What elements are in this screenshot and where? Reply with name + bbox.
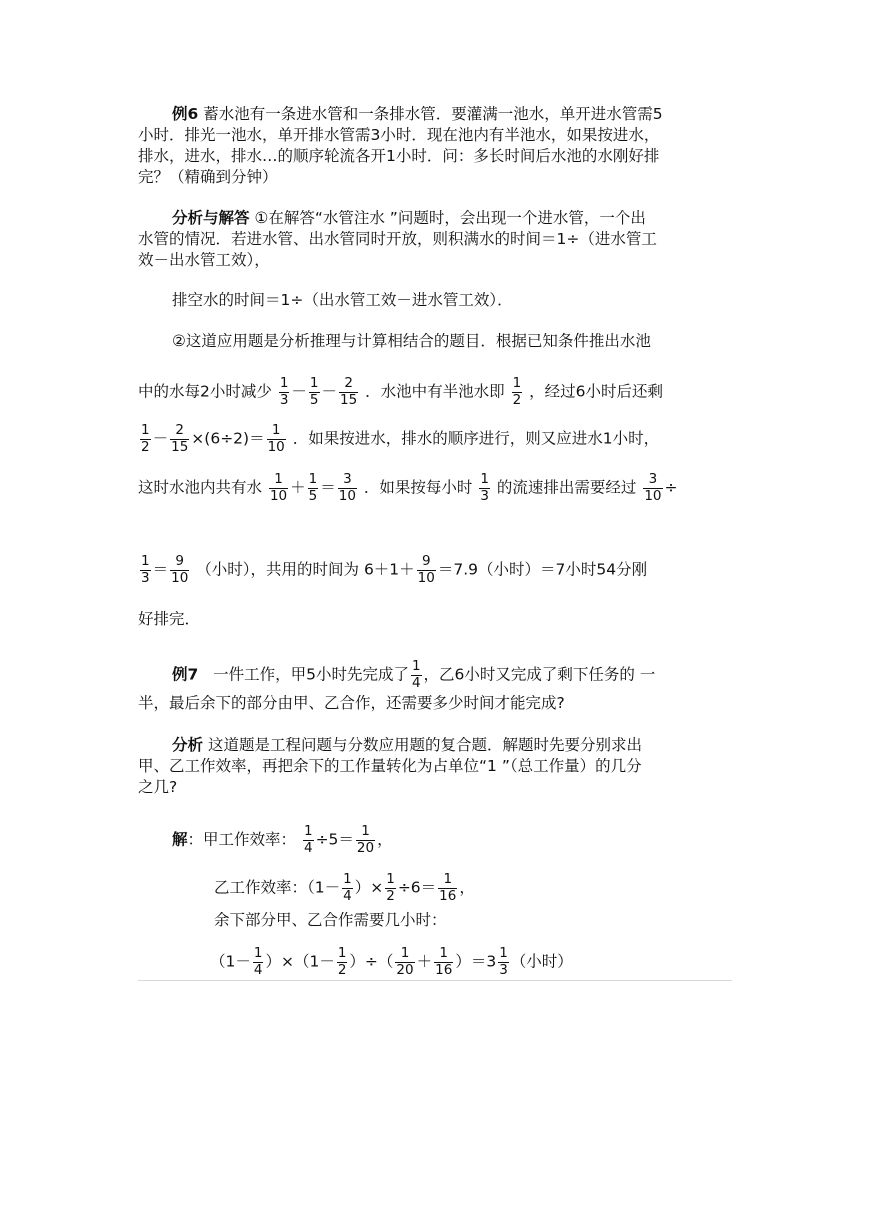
analysis6-line-2: 水管的情况．若进水管、出水管同时开放，则积满水的时间＝1÷（进水管工 (138, 230, 657, 248)
analysis6-line-5: ②这道应用题是分析推理与计算相结合的题目．根据已知条件推出水池 (172, 332, 651, 350)
example7-text: ，乙6小时又完成了剩下任务的 一 (423, 665, 656, 684)
analysis6-label: 分析与解答 (172, 209, 250, 227)
math-text: （小时），共用的时间为 (196, 560, 359, 579)
example7-line-1 (172, 660, 655, 690)
solution-text: ）×（1－ (265, 952, 335, 971)
fraction: $\frac{1}{4}$ (411, 658, 421, 691)
solution-text: ， (459, 878, 475, 897)
math-text: 这时水池内共有水 (138, 478, 263, 497)
analysis6-line-4: 排空水的时间＝1÷（出水管工效－进水管工效）． (172, 291, 513, 309)
example6-line-1 (172, 104, 663, 124)
fraction: $\frac{1}{20}$ (396, 945, 414, 978)
solution-text: ：甲工作效率： (187, 830, 297, 849)
fraction: $\frac{1}{5}$ (309, 375, 319, 408)
analysis7-text: 这道题是工程问题与分数应用题的复合题．解题时先要分别求出 (207, 736, 642, 754)
fraction: $\frac{1}{10}$ (267, 422, 285, 455)
fraction: $\frac{1}{20}$ (356, 823, 375, 856)
example6-line-3: 排水，进水，排水…的顺序轮流各开1小时．问：多长时间后水池的水刚好排 (138, 147, 660, 165)
analysis7-line-3: 之几? (138, 778, 178, 796)
math-text: ×(6÷2)＝ (191, 429, 265, 448)
solution-text: ＋ (416, 952, 433, 971)
fraction: $\frac{9}{10}$ (171, 553, 189, 586)
fraction: $\frac{1}{3}$ (279, 375, 289, 408)
fraction: $\frac{1}{2}$ (386, 871, 395, 904)
math-line-1: 中的水每2小时减少 $\frac{1}{3}$ － $\frac{1}{5}$ － $\frac{2}{15}$ ．水池中有半池水即 $\frac{1}{2}$ ，经过6小时后还剩 (138, 375, 664, 408)
fraction: $\frac{3}{10}$ (338, 471, 356, 504)
fraction: $\frac{1}{3}$ (480, 471, 489, 504)
solution-text: 乙工作效率：（1－ (214, 878, 341, 897)
math-text: ．水池中有半池水即 (365, 382, 505, 401)
solution-label: 解 (172, 830, 188, 849)
solution-line-1 (172, 825, 393, 855)
math-text: ．如果按每小时 (363, 478, 473, 497)
fraction: $\frac{3}{10}$ (644, 471, 662, 504)
fraction: $\frac{1}{3}$ (499, 945, 508, 978)
analysis7-line-2: 甲、乙工作效率，再把余下的工作量转化为占单位“1 ”（总工作量）的几分 (138, 757, 642, 775)
example7-label: 例7 (172, 665, 199, 684)
fraction: $\frac{1}{3}$ (141, 553, 150, 586)
example6-line-2: 小时．排光一池水，单开排水管需3小时．现在池内有半池水，如果按进水， (138, 126, 660, 144)
math-text: 6＋1＋ (363, 560, 415, 579)
fraction: $\frac{1}{10}$ (269, 471, 288, 504)
fraction: $\frac{1}{4}$ (343, 871, 352, 904)
solution-text: （1－ (210, 952, 251, 971)
solution-line-4 (210, 947, 573, 977)
solution-text: （小时） (510, 952, 573, 971)
math-line-5: 好排完． (138, 610, 201, 628)
solution-text: ÷6＝ (397, 878, 437, 897)
solution-line-2 (214, 873, 475, 903)
analysis6-text-1: ①在解答“水管注水 ”问题时，会出现一个进水管，一个出 (254, 209, 646, 227)
solution-line-3: 余下部分甲、乙合作需要几小时： (214, 911, 447, 929)
analysis6-line-1 (172, 208, 646, 228)
fraction: $\frac{9}{10}$ (417, 553, 435, 586)
solution-text: ， (377, 830, 393, 849)
example6-label: 例6 (172, 105, 199, 123)
fraction: $\frac{1}{2}$ (141, 422, 150, 455)
math-line-3: 这时水池内共有水 $\frac{1}{10}$ ＋ $\frac{1}{5}$ ＝ $\frac{3}{10}$ ．如果按每小时 $\frac{1}{3}$ 的流速排出需要经过 $\frac{3}{10}$ ÷ (138, 471, 678, 504)
fraction: $\frac{1}{2}$ (512, 375, 522, 408)
fraction: $\frac{1}{4}$ (303, 823, 313, 856)
fraction: $\frac{2}{15}$ (171, 422, 189, 455)
analysis6-line-3: 效－出水管工效）， (138, 251, 270, 269)
math-text: 的流速排出需要经过 (496, 478, 637, 497)
fraction: $\frac{1}{5}$ (308, 471, 318, 504)
fraction: $\frac{1}{16}$ (439, 871, 457, 904)
solution-text: ÷5＝ (315, 830, 354, 849)
example7-text: 一件工作，甲5小时先完成了 (213, 665, 409, 684)
math-line-4: $\frac{1}{3}$ ＝ $\frac{9}{10}$ （小时），共用的时间为 6＋1＋ $\frac{9}{10}$ ＝7.9（小时）＝7小时54分刚 (141, 553, 648, 586)
example6-line-4: 完？（精确到分钟） (138, 168, 278, 186)
math-line-2: $\frac{1}{2}$ － $\frac{2}{15}$ ×(6÷2)＝ $\frac{1}{10}$ ．如果按进水，排水的顺序进行，则又应进水1小时， (141, 422, 660, 455)
solution-text: ）× (354, 878, 384, 897)
fraction: $\frac{1}{4}$ (253, 945, 263, 978)
analysis7-line-1 (172, 735, 642, 755)
math-text: ，经过6小时后还剩 (529, 382, 664, 401)
math-text: ．如果按进水，排水的顺序进行，则又应进水1小时， (292, 429, 660, 448)
math-text: 中的水每2小时减少 (138, 382, 272, 401)
fraction: $\frac{2}{15}$ (340, 375, 358, 408)
analysis7-label: 分析 (172, 736, 204, 754)
solution-text: ）＝3 (455, 952, 497, 971)
example7-line-2: 半，最后余下的部分由甲、乙合作，还需要多少时间才能完成? (138, 694, 565, 712)
example6-text-1: 蓄水池有一条进水管和一条排水管．要灌满一池水，单开进水管需5 (203, 105, 663, 123)
bottom-divider (138, 980, 732, 981)
solution-text: ）÷（ (349, 952, 394, 971)
fraction: $\frac{1}{16}$ (435, 945, 453, 978)
fraction: $\frac{1}{2}$ (337, 945, 347, 978)
math-text: ＝7.9（小时）＝7小时54分刚 (437, 560, 648, 579)
